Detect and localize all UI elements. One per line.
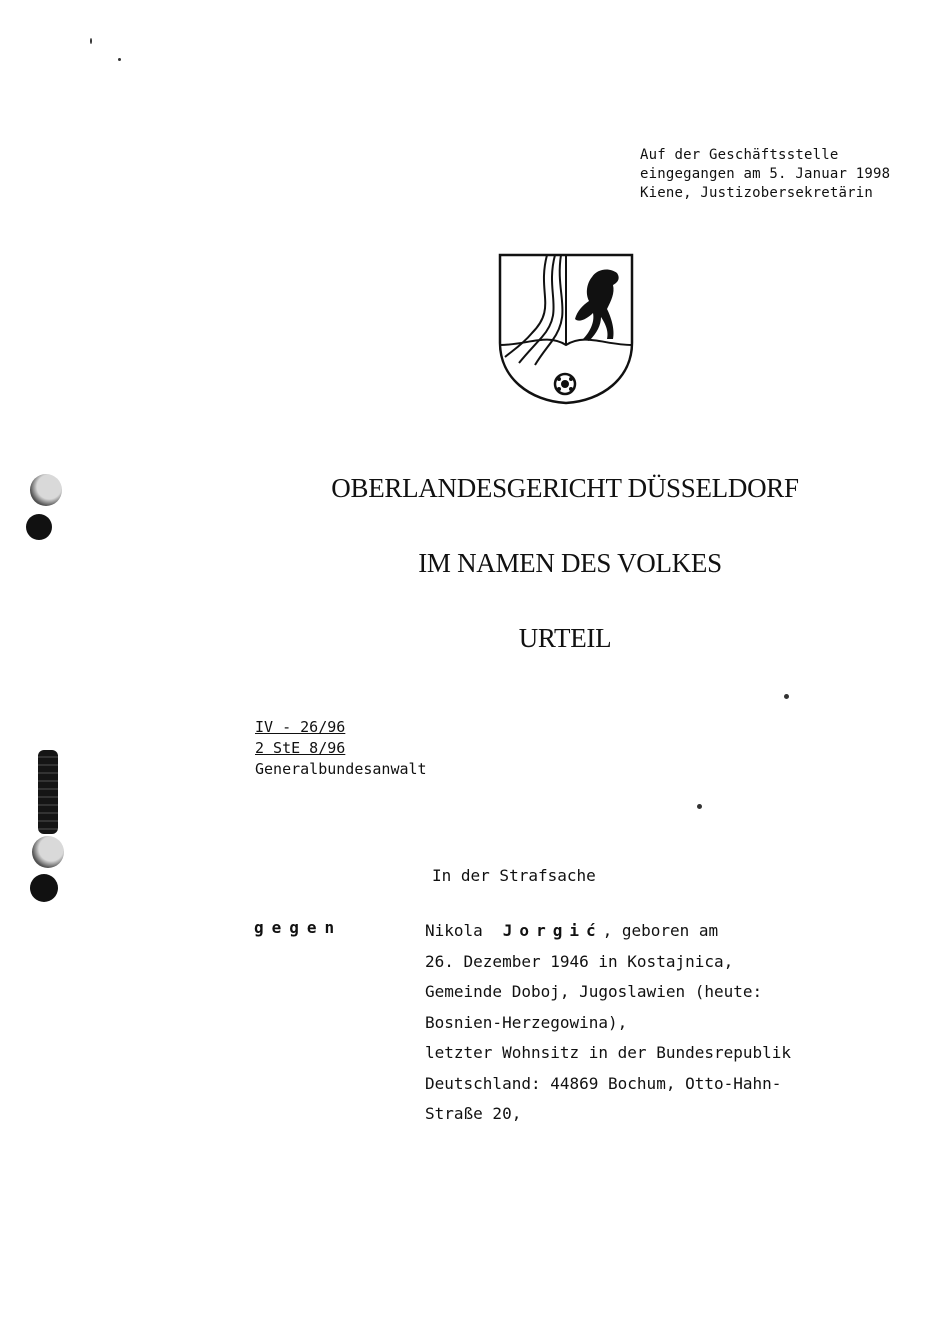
defendant-name-line (425, 916, 791, 947)
prosecutor-label: Generalbundesanwalt (255, 760, 427, 778)
stamp-line: Kiene, Justizobersekretärin (640, 185, 873, 201)
defendant-line: Straße 20, (425, 1104, 522, 1123)
defendant-line: Deutschland: 44869 Bochum, Otto-Hahn- (425, 1073, 782, 1093)
birth-intro: , geboren am (602, 921, 719, 940)
stamp-line: Auf der Geschäftsstelle (640, 147, 839, 163)
defendant-line: 26. Dezember 1946 in Kostajnica, (425, 951, 734, 971)
dust-speck (784, 694, 789, 699)
coat-of-arms-icon (497, 253, 635, 405)
receipt-stamp (640, 146, 890, 203)
punch-hole-bottom (32, 836, 64, 868)
stamp-line: eingegangen am 5. Januar 1998 (640, 166, 891, 182)
dust-speck (118, 58, 121, 61)
case-intro: In der Strafsache (432, 866, 596, 885)
first-name: Nikola (425, 921, 483, 940)
punch-hole-top (30, 474, 62, 506)
defendant-line: letzter Wohnsitz in der Bundesrepublik (425, 1043, 792, 1062)
surname: Jorgić (502, 921, 603, 940)
document-type: URTEIL (518, 623, 612, 653)
court-name: OBERLANDESGERICHT DÜSSELDORF (331, 473, 799, 503)
judgment-formula: IM NAMEN DES VOLKES (418, 548, 722, 578)
defendant-block (425, 916, 791, 1130)
defendant-line: Gemeinde Doboj, Jugoslawien (heute: (425, 982, 763, 1001)
defendant-line: Bosnien-Herzegowina), (425, 1012, 628, 1032)
file-number: 2 StE 8/96 (255, 739, 346, 757)
against-label: gegen (254, 918, 343, 937)
punch-hole-bottom-2 (30, 874, 58, 902)
case-references (255, 717, 427, 780)
dust-speck (697, 804, 702, 809)
punch-hole-top-2 (26, 514, 52, 540)
case-number: IV - 26/96 (255, 718, 346, 736)
dust-speck (90, 38, 92, 44)
scan-mark (38, 750, 58, 834)
